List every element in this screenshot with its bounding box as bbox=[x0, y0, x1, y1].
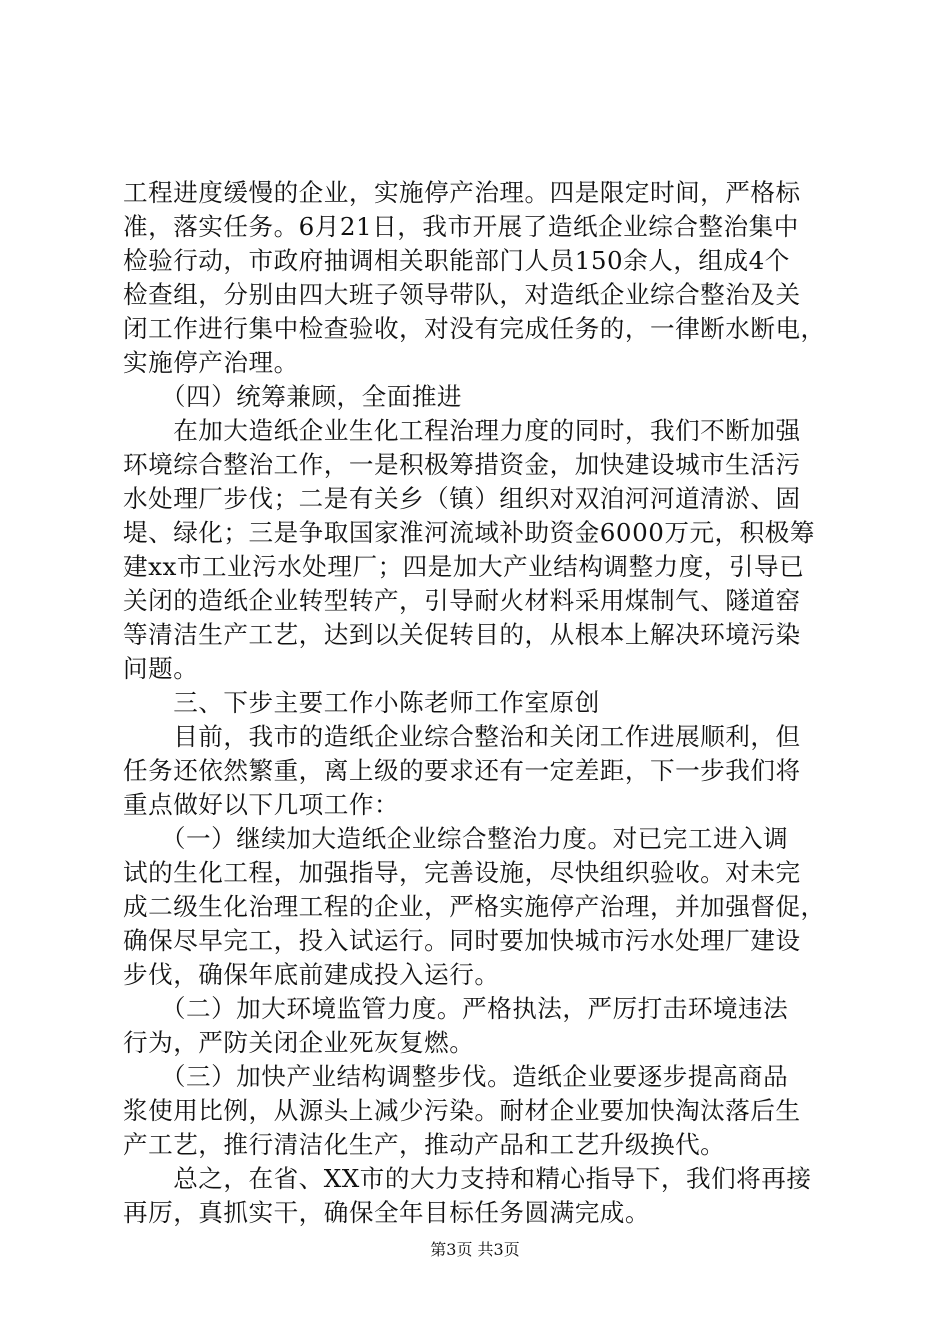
text-line: （一）继续加大造纸企业综合整治力度。对已完工进入调 bbox=[123, 824, 789, 853]
text-line: 问题。 bbox=[123, 654, 199, 683]
section-heading: （四）统筹兼顾，全面推进 bbox=[123, 382, 463, 411]
text-line: 在加大造纸企业生化工程治理力度的同时，我们不断加强 bbox=[123, 416, 801, 445]
section-heading: 三、下步主要工作小陈老师工作室原创 bbox=[123, 688, 600, 717]
text-line: 检验行动，市政府抽调相关职能部门人员150余人，组成4个 bbox=[123, 246, 790, 275]
text-line: 步伐，确保年底前建成投入运行。 bbox=[123, 960, 500, 989]
text-line: 目前，我市的造纸企业综合整治和关闭工作进展顺利，但 bbox=[123, 722, 801, 751]
text-line: 工程进度缓慢的企业，实施停产治理。四是限定时间，严格标 bbox=[123, 178, 801, 207]
text-line: 堤、绿化；三是争取国家淮河流域补助资金6000万元，积极筹 bbox=[123, 518, 815, 547]
text-line: 行为，严防关闭企业死灰复燃。 bbox=[123, 1028, 475, 1057]
text-line: 建xx市工业污水处理厂；四是加大产业结构调整力度，引导已 bbox=[123, 552, 805, 581]
text-line: 浆使用比例，从源头上减少污染。耐材企业要加快淘汰落后生 bbox=[123, 1096, 801, 1125]
text-line: 检查组，分别由四大班子领导带队，对造纸企业综合整治及关 bbox=[123, 280, 801, 309]
text-line: （二）加大环境监管力度。严格执法，严厉打击环境违法 bbox=[123, 994, 789, 1023]
text-line: 关闭的造纸企业转型转产，引导耐火材料采用煤制气、隧道窑 bbox=[123, 586, 801, 615]
text-line: 重点做好以下几项工作： bbox=[123, 790, 400, 819]
text-line: 实施停产治理。 bbox=[123, 348, 299, 377]
text-line: 再厉，真抓实干，确保全年目标任务圆满完成。 bbox=[123, 1198, 650, 1227]
text-line: 总之，在省、XX市的大力支持和精心指导下，我们将再接 bbox=[123, 1164, 812, 1193]
text-line: 水处理厂步伐；二是有关乡（镇）组织对双洎河河道清淤、固 bbox=[123, 484, 801, 513]
page-number-footer: 第3页 共3页 bbox=[430, 1240, 520, 1259]
text-line: 闭工作进行集中检查验收，对没有完成任务的，一律断水断电， bbox=[123, 314, 826, 343]
text-line: 产工艺，推行清洁化生产，推动产品和工艺升级换代。 bbox=[123, 1130, 726, 1159]
text-line: 成二级生化治理工程的企业，严格实施停产治理，并加强督促， bbox=[123, 892, 826, 921]
text-line: 任务还依然繁重，离上级的要求还有一定差距，下一步我们将 bbox=[123, 756, 801, 785]
text-line: 准，落实任务。6月21日，我市开展了造纸企业综合整治集中 bbox=[123, 212, 799, 241]
text-line: 试的生化工程，加强指导，完善设施，尽快组织验收。对未完 bbox=[123, 858, 801, 887]
text-line: 确保尽早完工，投入试运行。同时要加快城市污水处理厂建设 bbox=[123, 926, 801, 955]
document-body bbox=[123, 176, 829, 1230]
text-line: 等清洁生产工艺，达到以关促转目的，从根本上解决环境污染 bbox=[123, 620, 801, 649]
text-line: 环境综合整治工作，一是积极筹措资金，加快建设城市生活污 bbox=[123, 450, 801, 479]
text-line: （三）加快产业结构调整步伐。造纸企业要逐步提高商品 bbox=[123, 1062, 789, 1091]
